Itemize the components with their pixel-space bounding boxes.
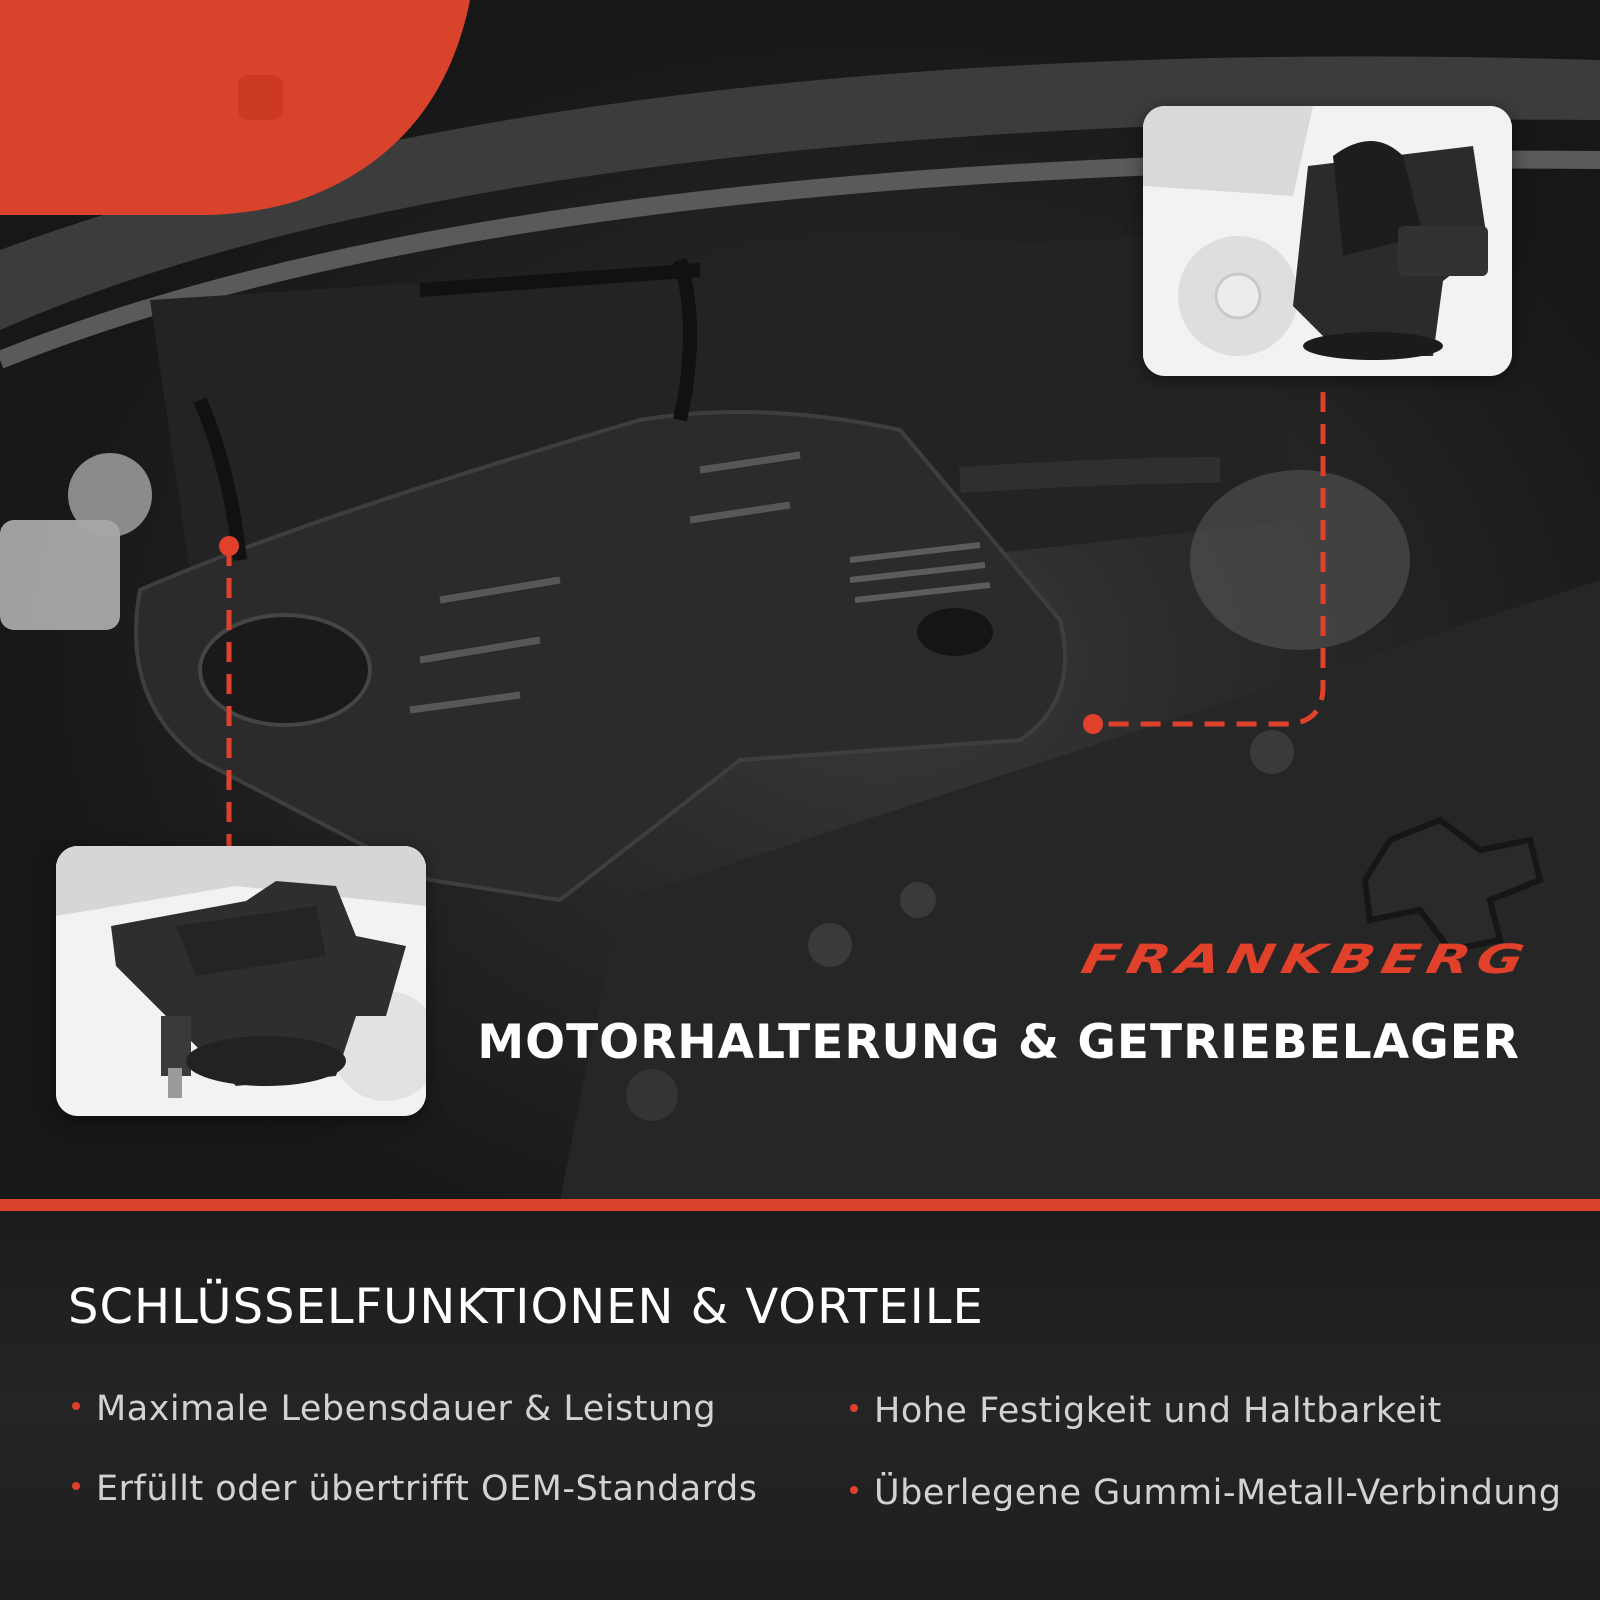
oil-cap-recess	[200, 615, 370, 725]
engine-mount-image	[1143, 106, 1512, 376]
feature-label: Erfüllt oder übertrifft OEM-Standards	[96, 1469, 758, 1509]
feature-label: Maximale Lebensdauer & Leistung	[96, 1389, 717, 1429]
callout-dot-bottom	[219, 536, 239, 556]
brand-wordmark: FRANKBERG	[1077, 936, 1536, 984]
feature-item	[850, 1473, 1561, 1513]
features-panel	[0, 1211, 1600, 1600]
feature-item	[72, 1389, 716, 1429]
clip-2	[900, 882, 936, 918]
cover-hole	[917, 608, 993, 656]
clip-1	[808, 923, 852, 967]
bullet-icon	[72, 1482, 80, 1490]
feature-label: Überlegene Gummi-Metall-Verbindung	[874, 1473, 1562, 1513]
intake-hose	[960, 470, 1220, 480]
feature-label: Hohe Festigkeit und Haltbarkeit	[874, 1391, 1442, 1431]
engine-mount-thumbnail	[1143, 106, 1512, 376]
transmission-mount-image	[56, 846, 426, 1116]
product-title: MOTORHALTERUNG & GETRIEBELAGER	[477, 1015, 1520, 1070]
bullet-icon	[72, 1402, 80, 1410]
transmission-mount-thumbnail	[56, 846, 426, 1116]
bullet-icon	[850, 1404, 858, 1412]
frankberg-logo	[880, 928, 1536, 998]
corner-accent-shape	[0, 0, 470, 215]
reservoir-cap	[68, 453, 152, 537]
feature-item	[850, 1391, 1442, 1431]
coolant-tank	[1190, 470, 1410, 650]
features-heading: SCHLÜSSELFUNKTIONEN & VORTEILE	[68, 1279, 984, 1335]
bullet-icon	[850, 1486, 858, 1494]
feature-item	[72, 1469, 757, 1509]
section-divider	[0, 1199, 1600, 1211]
fluid-reservoir	[0, 520, 120, 630]
callout-dot-top	[1083, 714, 1103, 734]
clip-3	[1250, 730, 1294, 774]
clip-4	[626, 1069, 678, 1121]
